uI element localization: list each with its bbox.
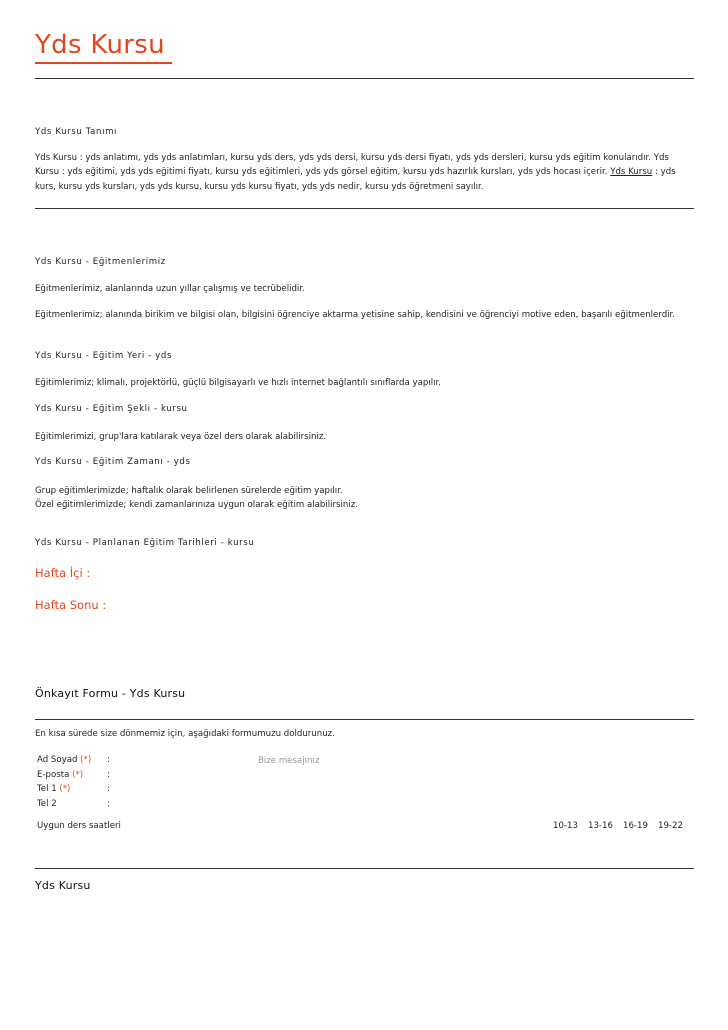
egitim-yeri-heading: Yds Kursu - Eğitim Yeri - yds (35, 351, 173, 361)
hour-option[interactable]: 19-22 (658, 821, 683, 831)
tanim-text (35, 151, 694, 194)
name-label: Ad Soyad (*) (37, 755, 92, 765)
tel2-colon: : (107, 799, 110, 809)
email-colon: : (107, 770, 110, 780)
egitim-zamani-line2: Özel eğitimlerimizde; kendi zamanlarınıza uygun olarak eğitim alabilirsiniz. (35, 500, 358, 510)
egitim-yeri-text: Eğitimlerimiz; klimalı, projektörlü, güçlü bilgisayarlı ve hızlı internet bağlantılı sınıflarda yapılır. (35, 378, 441, 388)
divider (35, 78, 694, 79)
hafta-sonu-label: Hafta Sonu : (35, 598, 107, 612)
hour-option[interactable]: 16-19 (623, 821, 648, 831)
email-label: E-posta (*) (37, 770, 84, 780)
egitmenler-p1: Eğitmenlerimiz, alanlarında uzun yıllar çalışmış ve tecrübelidir. (35, 284, 305, 294)
egitim-sekli-heading: Yds Kursu - Eğitim Şekli - kursu (35, 404, 188, 414)
page-title: Yds Kursu (35, 30, 165, 60)
required-mark: (*) (72, 770, 84, 780)
required-mark: (*) (59, 784, 71, 794)
tel1-colon: : (107, 784, 110, 794)
egitmenler-p2: Eğitmenlerimiz; alanında birikim ve bilgisi olan, bilgisini öğrenciye aktarma yetisine sahip, kendisini ve öğrenciyi motive eden, başarılı eğitmenlerdir. (35, 310, 676, 320)
hour-option[interactable]: 13-16 (588, 821, 613, 831)
egitmenler-heading: Yds Kursu - Eğitmenlerimiz (35, 257, 166, 267)
hour-option[interactable]: 10-13 (553, 821, 578, 831)
form-intro: En kısa sürede size dönmemiz için, aşağıdaki formumuzu doldurunuz. (35, 729, 335, 739)
hafta-ici-label: Hafta İçi : (35, 566, 91, 580)
tanim-text-part2: : yds kurs, kursu yds kursları, yds yds kursu, kursu yds kursu fiyatı, yds yds nedir, kursu yds öğretmeni sayılır. (35, 167, 676, 192)
message-field[interactable]: Bize mesajınız (258, 756, 320, 766)
egitim-zamani-line1: Grup eğitimlerimizde; haftalık olarak belirlenen sürelerde eğitim yapılır. (35, 486, 343, 496)
tel1-label: Tel 1 (*) (37, 784, 71, 794)
yds-kursu-link[interactable]: Yds Kursu (610, 167, 653, 178)
required-mark: (*) (80, 755, 92, 765)
divider (35, 719, 694, 720)
title-underline (35, 62, 172, 64)
egitim-zamani-heading: Yds Kursu - Eğitim Zamanı - yds (35, 457, 191, 467)
tanim-heading: Yds Kursu Tanımı (35, 127, 118, 137)
tel2-label: Tel 2 (37, 799, 57, 809)
name-colon: : (107, 755, 110, 765)
divider (35, 868, 694, 869)
divider (35, 208, 694, 209)
footer-title: Yds Kursu (35, 879, 91, 892)
tanim-text-part1: Yds Kursu : yds anlatımı, yds yds anlatımları, kursu yds ders, yds yds dersi, kursu yds dersi fiyatı, yds yds dersleri, kursu yds eğitim konularıdır. Yds Kursu : yds eğitimi, yds yds eğitimi fiyatı, kursu yds eğitimleri, yds yds görsel eğitim, kursu yds hazırlık kursları, yds yds hocası içerir. (35, 153, 669, 178)
egitim-sekli-text: Eğitimlerimizi, grup'lara katılarak veya özel ders olarak alabilirsiniz. (35, 432, 327, 442)
hours-label: Uygun ders saatleri (37, 821, 121, 831)
form-title: Önkayıt Formu - Yds Kursu (35, 687, 186, 700)
tarihler-heading: Yds Kursu - Planlanan Eğitim Tarihleri - kursu (35, 538, 255, 548)
